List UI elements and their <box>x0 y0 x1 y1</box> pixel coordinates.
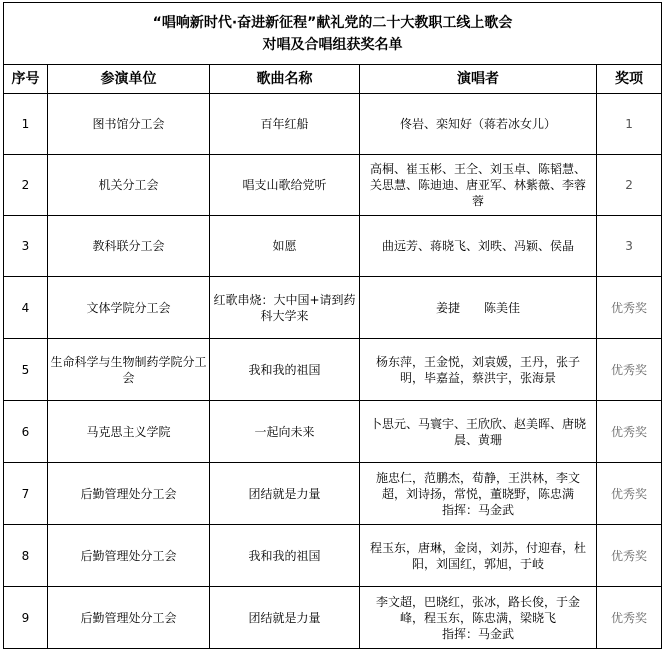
row-unit: 马克思主义学院 <box>48 401 210 463</box>
row-song: 团结就是力量 <box>210 463 360 525</box>
row-performers: 曲远芳、蒋晓飞、刘昳、冯颖、侯晶 <box>360 216 597 277</box>
row-unit: 教科联分工会 <box>48 216 210 277</box>
row-index: 6 <box>4 401 48 463</box>
row-index: 2 <box>4 155 48 216</box>
row-award: 2 <box>597 155 662 216</box>
table-row <box>4 525 662 587</box>
row-index: 3 <box>4 216 48 277</box>
header-song: 歌曲名称 <box>210 65 360 94</box>
row-unit: 后勤管理处分工会 <box>48 525 210 587</box>
row-performers: 姜捷 陈美佳 <box>360 277 597 339</box>
table-title <box>4 3 662 65</box>
row-unit: 后勤管理处分工会 <box>48 463 210 525</box>
row-song: 唱支山歌给党听 <box>210 155 360 216</box>
row-performers-cell <box>360 587 597 649</box>
header-award: 奖项 <box>597 65 662 94</box>
row-song: 团结就是力量 <box>210 587 360 649</box>
row-index: 9 <box>4 587 48 649</box>
row-performers: 卜思元、马寰宇、王欣欣、赵美晖、唐晓晨、黄珊 <box>360 401 597 463</box>
row-conductor: 指挥：马金武 <box>441 502 514 517</box>
row-performers: 李文超，巴晓红，张冰，路长俊，于金峰，程玉东，陈忠满，梁晓飞 <box>375 594 580 625</box>
row-performers: 施忠仁，范鹏杰，荀静，王洪林，李文超，刘诗扬，常悦，董晓野，陈忠满 <box>375 470 580 501</box>
row-song: 如愿 <box>210 216 360 277</box>
table-row <box>4 339 662 401</box>
row-award: 优秀奖 <box>597 401 662 463</box>
table-row <box>4 94 662 155</box>
row-unit: 后勤管理处分工会 <box>48 587 210 649</box>
row-performers: 高桐、崔玉彬、王仝、刘玉卓、陈韬慧、关思慧、陈迪迪、唐亚军、林紫薇、李蓉蓉 <box>360 155 597 216</box>
title-line-2: 对唱及合唱组获奖名单 <box>262 36 403 53</box>
row-award: 优秀奖 <box>597 587 662 649</box>
row-award: 1 <box>597 94 662 155</box>
table-row <box>4 277 662 339</box>
table-row <box>4 587 662 649</box>
row-index: 1 <box>4 94 48 155</box>
header-row <box>4 65 662 94</box>
row-index: 8 <box>4 525 48 587</box>
award-list-document <box>3 2 661 649</box>
row-performers: 佟岩、栾知好（蒋若冰女儿） <box>360 94 597 155</box>
row-award: 优秀奖 <box>597 339 662 401</box>
row-song: 我和我的祖国 <box>210 525 360 587</box>
row-song: 百年红船 <box>210 94 360 155</box>
award-table <box>3 2 662 649</box>
row-award: 优秀奖 <box>597 277 662 339</box>
row-performers: 杨东萍，王金悦，刘袁媛，王丹，张子明，毕嘉益，蔡洪宇，张海景 <box>360 339 597 401</box>
row-conductor: 指挥：马金武 <box>441 626 514 641</box>
header-unit: 参演单位 <box>48 65 210 94</box>
row-performers: 程玉东，唐琳，金岗，刘苏，付迎春，杜阳，刘国红，郭旭，于岐 <box>360 525 597 587</box>
row-song: 红歌串烧：大中国+请到药科大学来 <box>210 277 360 339</box>
row-index: 7 <box>4 463 48 525</box>
row-unit: 图书馆分工会 <box>48 94 210 155</box>
row-song: 我和我的祖国 <box>210 339 360 401</box>
row-award: 优秀奖 <box>597 525 662 587</box>
row-index: 4 <box>4 277 48 339</box>
row-award: 3 <box>597 216 662 277</box>
row-performers-cell <box>360 463 597 525</box>
table-row <box>4 216 662 277</box>
row-unit: 机关分工会 <box>48 155 210 216</box>
row-song: 一起向未来 <box>210 401 360 463</box>
row-unit: 文体学院分工会 <box>48 277 210 339</box>
title-line-1: “唱响新时代·奋进新征程”献礼党的二十大教职工线上歌会 <box>152 14 513 31</box>
header-index: 序号 <box>4 65 48 94</box>
table-row <box>4 155 662 216</box>
row-unit: 生命科学与生物制药学院分工会 <box>48 339 210 401</box>
table-row <box>4 463 662 525</box>
header-performers: 演唱者 <box>360 65 597 94</box>
row-award: 优秀奖 <box>597 463 662 525</box>
table-row <box>4 401 662 463</box>
row-index: 5 <box>4 339 48 401</box>
